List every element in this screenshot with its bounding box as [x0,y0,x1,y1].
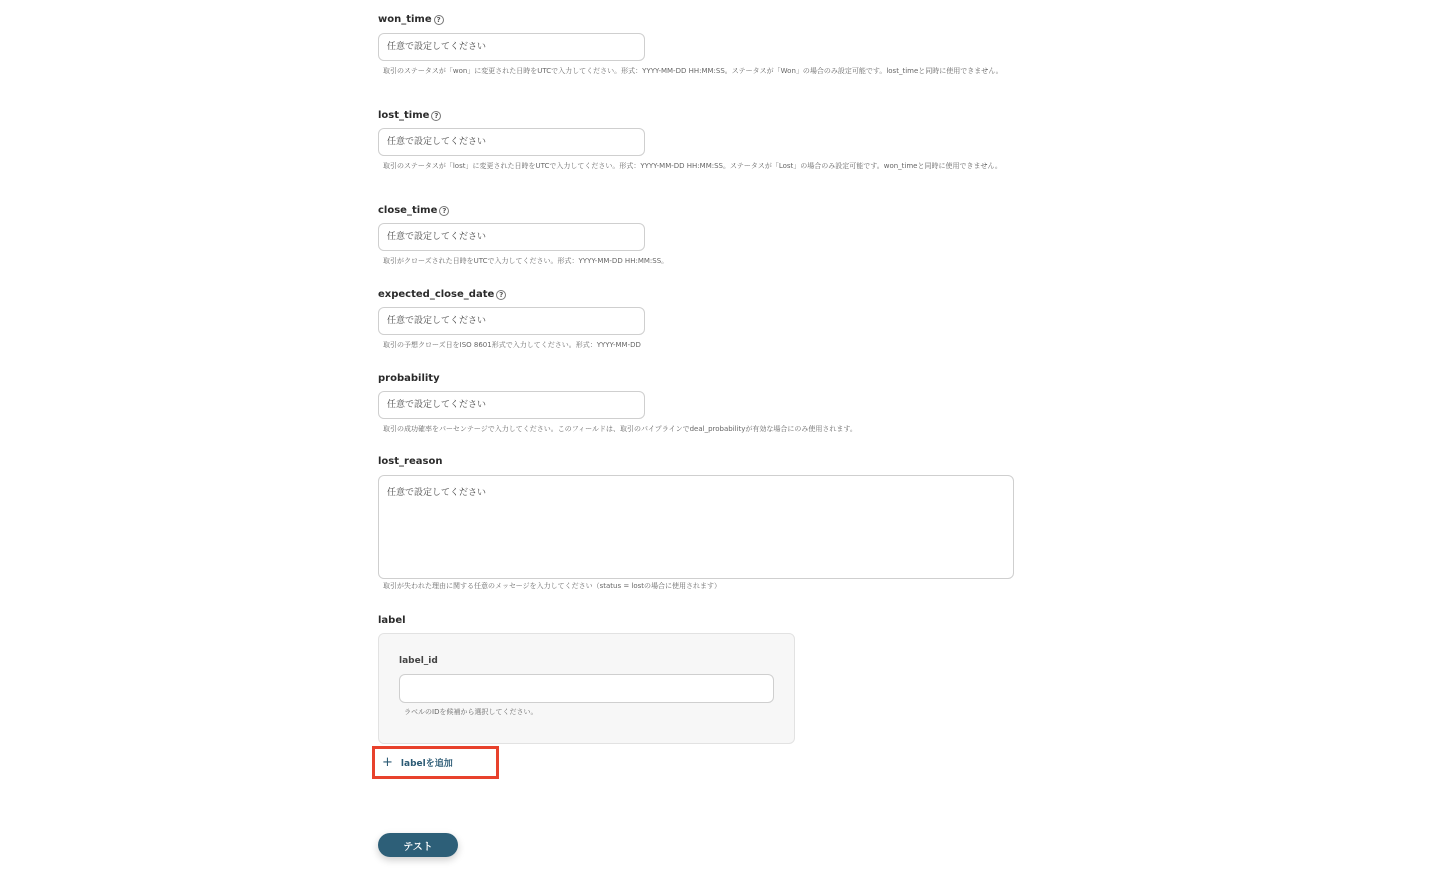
label-section-title: label [378,615,406,626]
won-time-input[interactable] [378,33,645,61]
close-time-input[interactable] [378,223,645,251]
probability-field [378,372,857,433]
lost-reason-hint: 取引が失われた理由に関する任意のメッセージを入力してください（status = lostの場合に使用されます） [383,582,722,590]
expected-close-date-input[interactable] [378,307,645,335]
add-label-text: labelを追加 [400,759,453,769]
help-icon[interactable]: ? [434,15,444,25]
label-id-label: label_id [399,656,438,666]
test-button[interactable]: テスト [378,833,458,857]
close-time-field [378,204,669,265]
expected-close-date-hint: 取引の予想クローズ日をISO 8601形式で入力してください。形式：YYYY-MM-DD [383,341,641,349]
won-time-label: won_time [378,14,432,25]
won-time-field [378,13,1003,75]
expected-close-date-label: expected_close_date [378,289,495,300]
expected-close-date-field [378,288,641,349]
help-icon[interactable]: ? [496,290,506,300]
probability-hint: 取引の成功確率をパーセンテージで入力してください。このフィールドは、取引のパイプラインでdeal_probabilityが有効な場合にのみ使用されます。 [383,425,857,433]
lost-time-label: lost_time [378,110,430,121]
close-time-hint: 取引がクローズされた日時をUTCで入力してください。形式：YYYY-MM-DD HH:MM:SS。 [383,257,669,265]
label-field [378,614,406,628]
help-icon[interactable]: ? [439,206,449,216]
close-time-label: close_time [378,205,438,216]
probability-label: probability [378,373,440,384]
label-item-card [378,633,795,744]
plus-icon: + [382,755,393,770]
probability-input[interactable] [378,391,645,419]
lost-reason-label: lost_reason [378,456,443,467]
add-label-button[interactable] [372,746,499,779]
lost-time-field [378,109,1002,170]
lost-reason-field [378,455,722,590]
won-time-hint: 取引のステータスが「won」に変更された日時をUTCで入力してください。形式：YYYY-MM-DD HH:MM:SS。ステータスが「Won」の場合のみ設定可能です。lost_timeと同時に使用できません。 [383,67,1003,75]
label-id-hint: ラベルのIDを候補から選択してください。 [404,708,538,716]
lost-time-input[interactable] [378,128,645,156]
help-icon[interactable]: ? [431,111,441,121]
label-id-input[interactable] [399,674,774,703]
lost-reason-textarea[interactable] [378,475,1014,579]
lost-time-hint: 取引のステータスが「lost」に変更された日時をUTCで入力してください。形式：YYYY-MM-DD HH:MM:SS。ステータスが「Lost」の場合のみ設定可能です。won_timeと同時に使用できません。 [383,162,1002,170]
